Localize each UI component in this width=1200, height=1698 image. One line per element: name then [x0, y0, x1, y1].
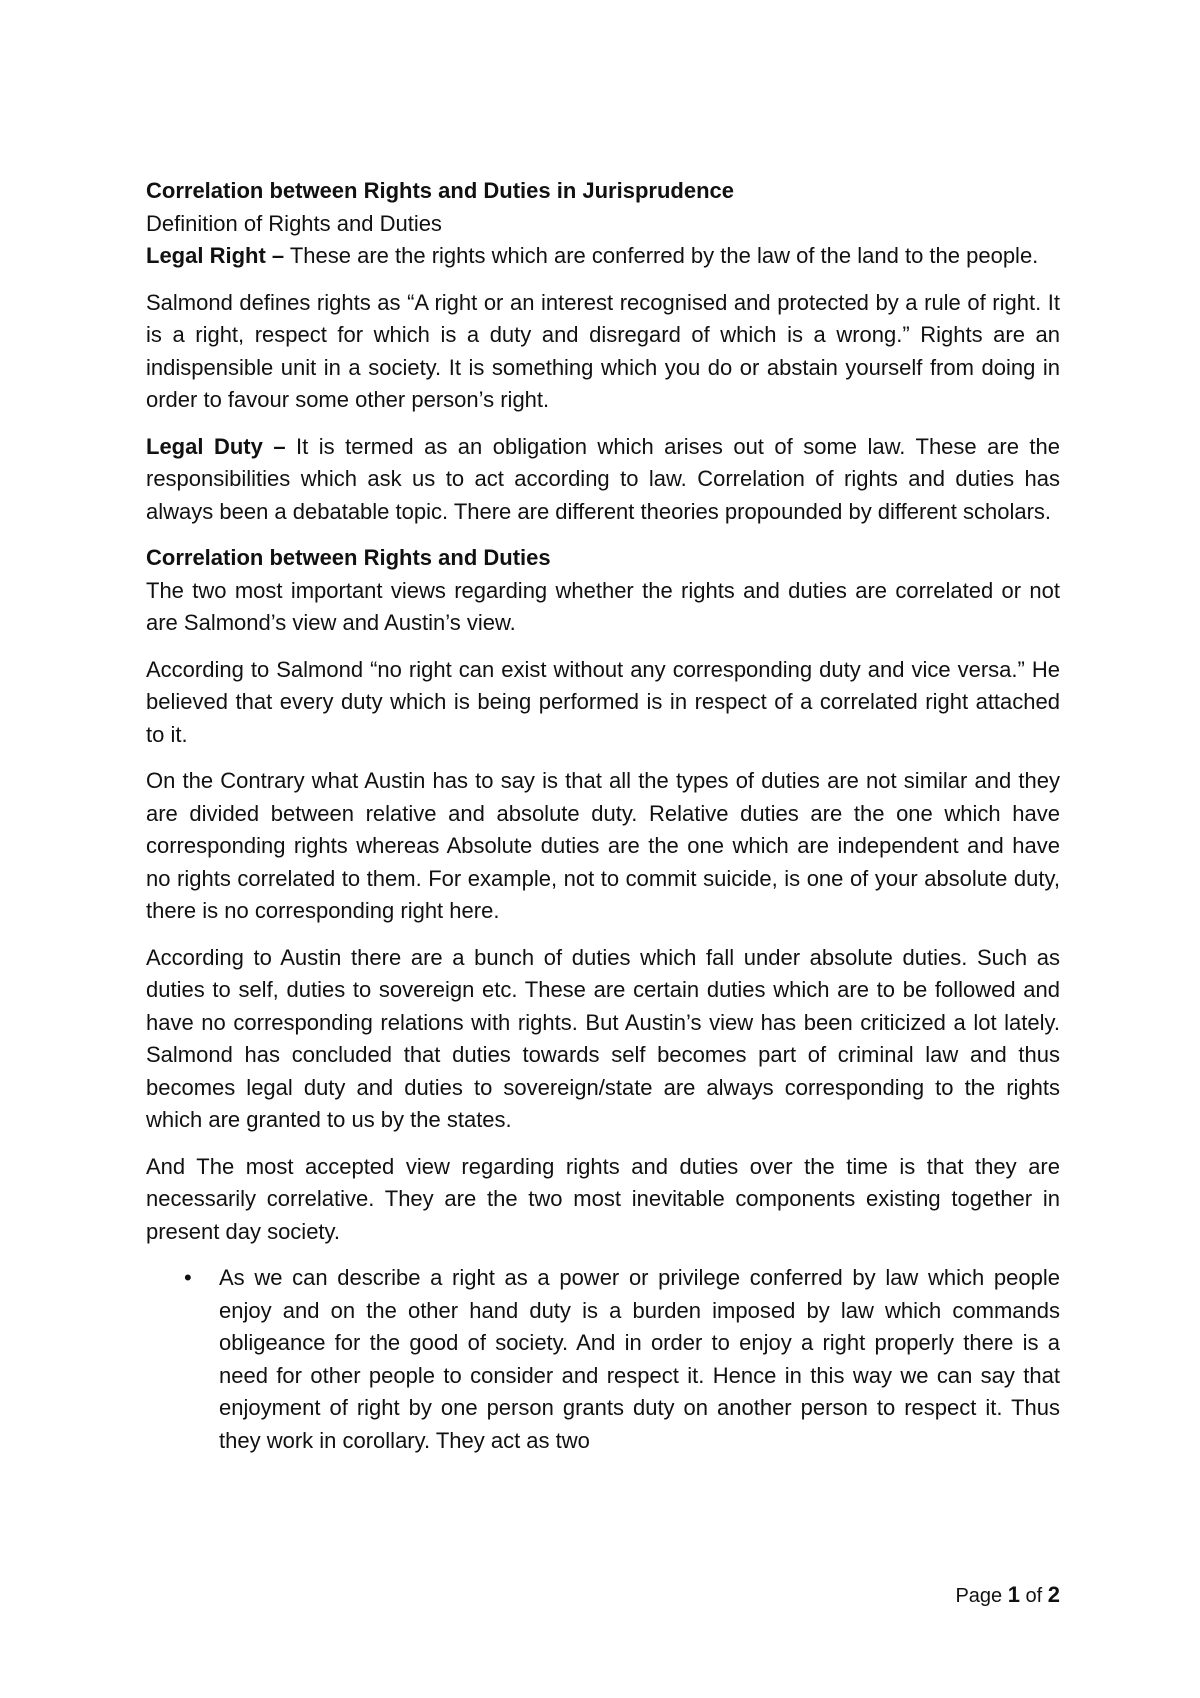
legal-duty-text: It is termed as an obligation which arises out of some law. These are the responsibilities which ask us to act according to law. Correlation of rights and duties has always been a debatable topic. There are different theories propounded by different scholars.: [146, 433, 1061, 524]
paragraph-salmond-defines: Salmond defines rights as “A right or an interest recognised and protected by a rule of right. It is a right, respect for which is a duty and disregard of which is a wrong.” Rights are an indispensible unit in a society. It is something which you do or abstain yourself from doing in order to favour some other person’s right.: [146, 289, 1060, 412]
page-total: 2: [1047, 1582, 1060, 1607]
document-title: Correlation between Rights and Duties in Jurisprudence: [146, 178, 734, 203]
legal-right-text: These are the rights which are conferred by the law of the land to the people.: [284, 243, 1039, 268]
paragraph-legal-right: [146, 240, 1060, 273]
list-item-text: As we can describe a right as a power or privilege conferred by law which people enjoy and on the other hand duty is a burden imposed by law which commands obligeance for the good of society. And in order to enjoy a right properly there is a need for other people to consider and respect it. Hence in this way we can say that enjoyment of right by one person grants duty on another person to respect it. Thus they work in corollary. They act as two: [219, 1265, 1060, 1453]
of-word: of: [1019, 1585, 1048, 1607]
list-item: [146, 1262, 1060, 1457]
document-body: [146, 175, 1060, 1457]
paragraph-according-austin: According to Austin there are a bunch of duties which fall under absolute duties. Such as duties to self, duties to sovereign etc. These are certain duties which are to be followed and have no corresponding relations with rights. But Austin’s view has been criticized a lot lately. Salmond has concluded that duties towards self becomes part of criminal law and thus becomes legal duty and duties to sovereign/state are always corresponding to the rights which are granted to us by the states.: [146, 944, 1060, 1132]
legal-duty-term: Legal Duty –: [146, 433, 286, 459]
bullet-icon: •: [184, 1265, 192, 1290]
page-number: 1: [1007, 1582, 1020, 1607]
legal-right-term: Legal Right –: [146, 243, 285, 268]
paragraph-contrary-austin: On the Contrary what Austin has to say is that all the types of duties are not similar and they are divided between relative and absolute duty. Relative duties are the one which have corresponding rights whereas Absolute duties are the one which are independent and have no rights correlated to them. For example, not to commit suicide, is one of your absolute duty, there is no corresponding right here.: [146, 768, 1060, 923]
paragraph-legal-duty: [146, 431, 1060, 529]
page-footer: [955, 1582, 1060, 1609]
paragraph-according-salmond: According to Salmond “no right can exist without any corresponding duty and vice versa.” He believed that every duty which is being performed is in respect of a correlated right attached to it.: [146, 656, 1060, 747]
paragraph-two-views: The two most important views regarding whether the rights and duties are correlated or not are Salmond’s view and Austin’s view.: [146, 577, 1060, 635]
bullet-list: [146, 1262, 1060, 1457]
section-heading: Correlation between Rights and Duties: [146, 545, 551, 570]
page-word: Page: [955, 1585, 1008, 1607]
document-subtitle: Definition of Rights and Duties: [146, 210, 442, 236]
paragraph-most-accepted: And The most accepted view regarding rights and duties over the time is that they are necessarily correlative. They are the two most inevitable components existing together in present day society.: [146, 1153, 1060, 1244]
